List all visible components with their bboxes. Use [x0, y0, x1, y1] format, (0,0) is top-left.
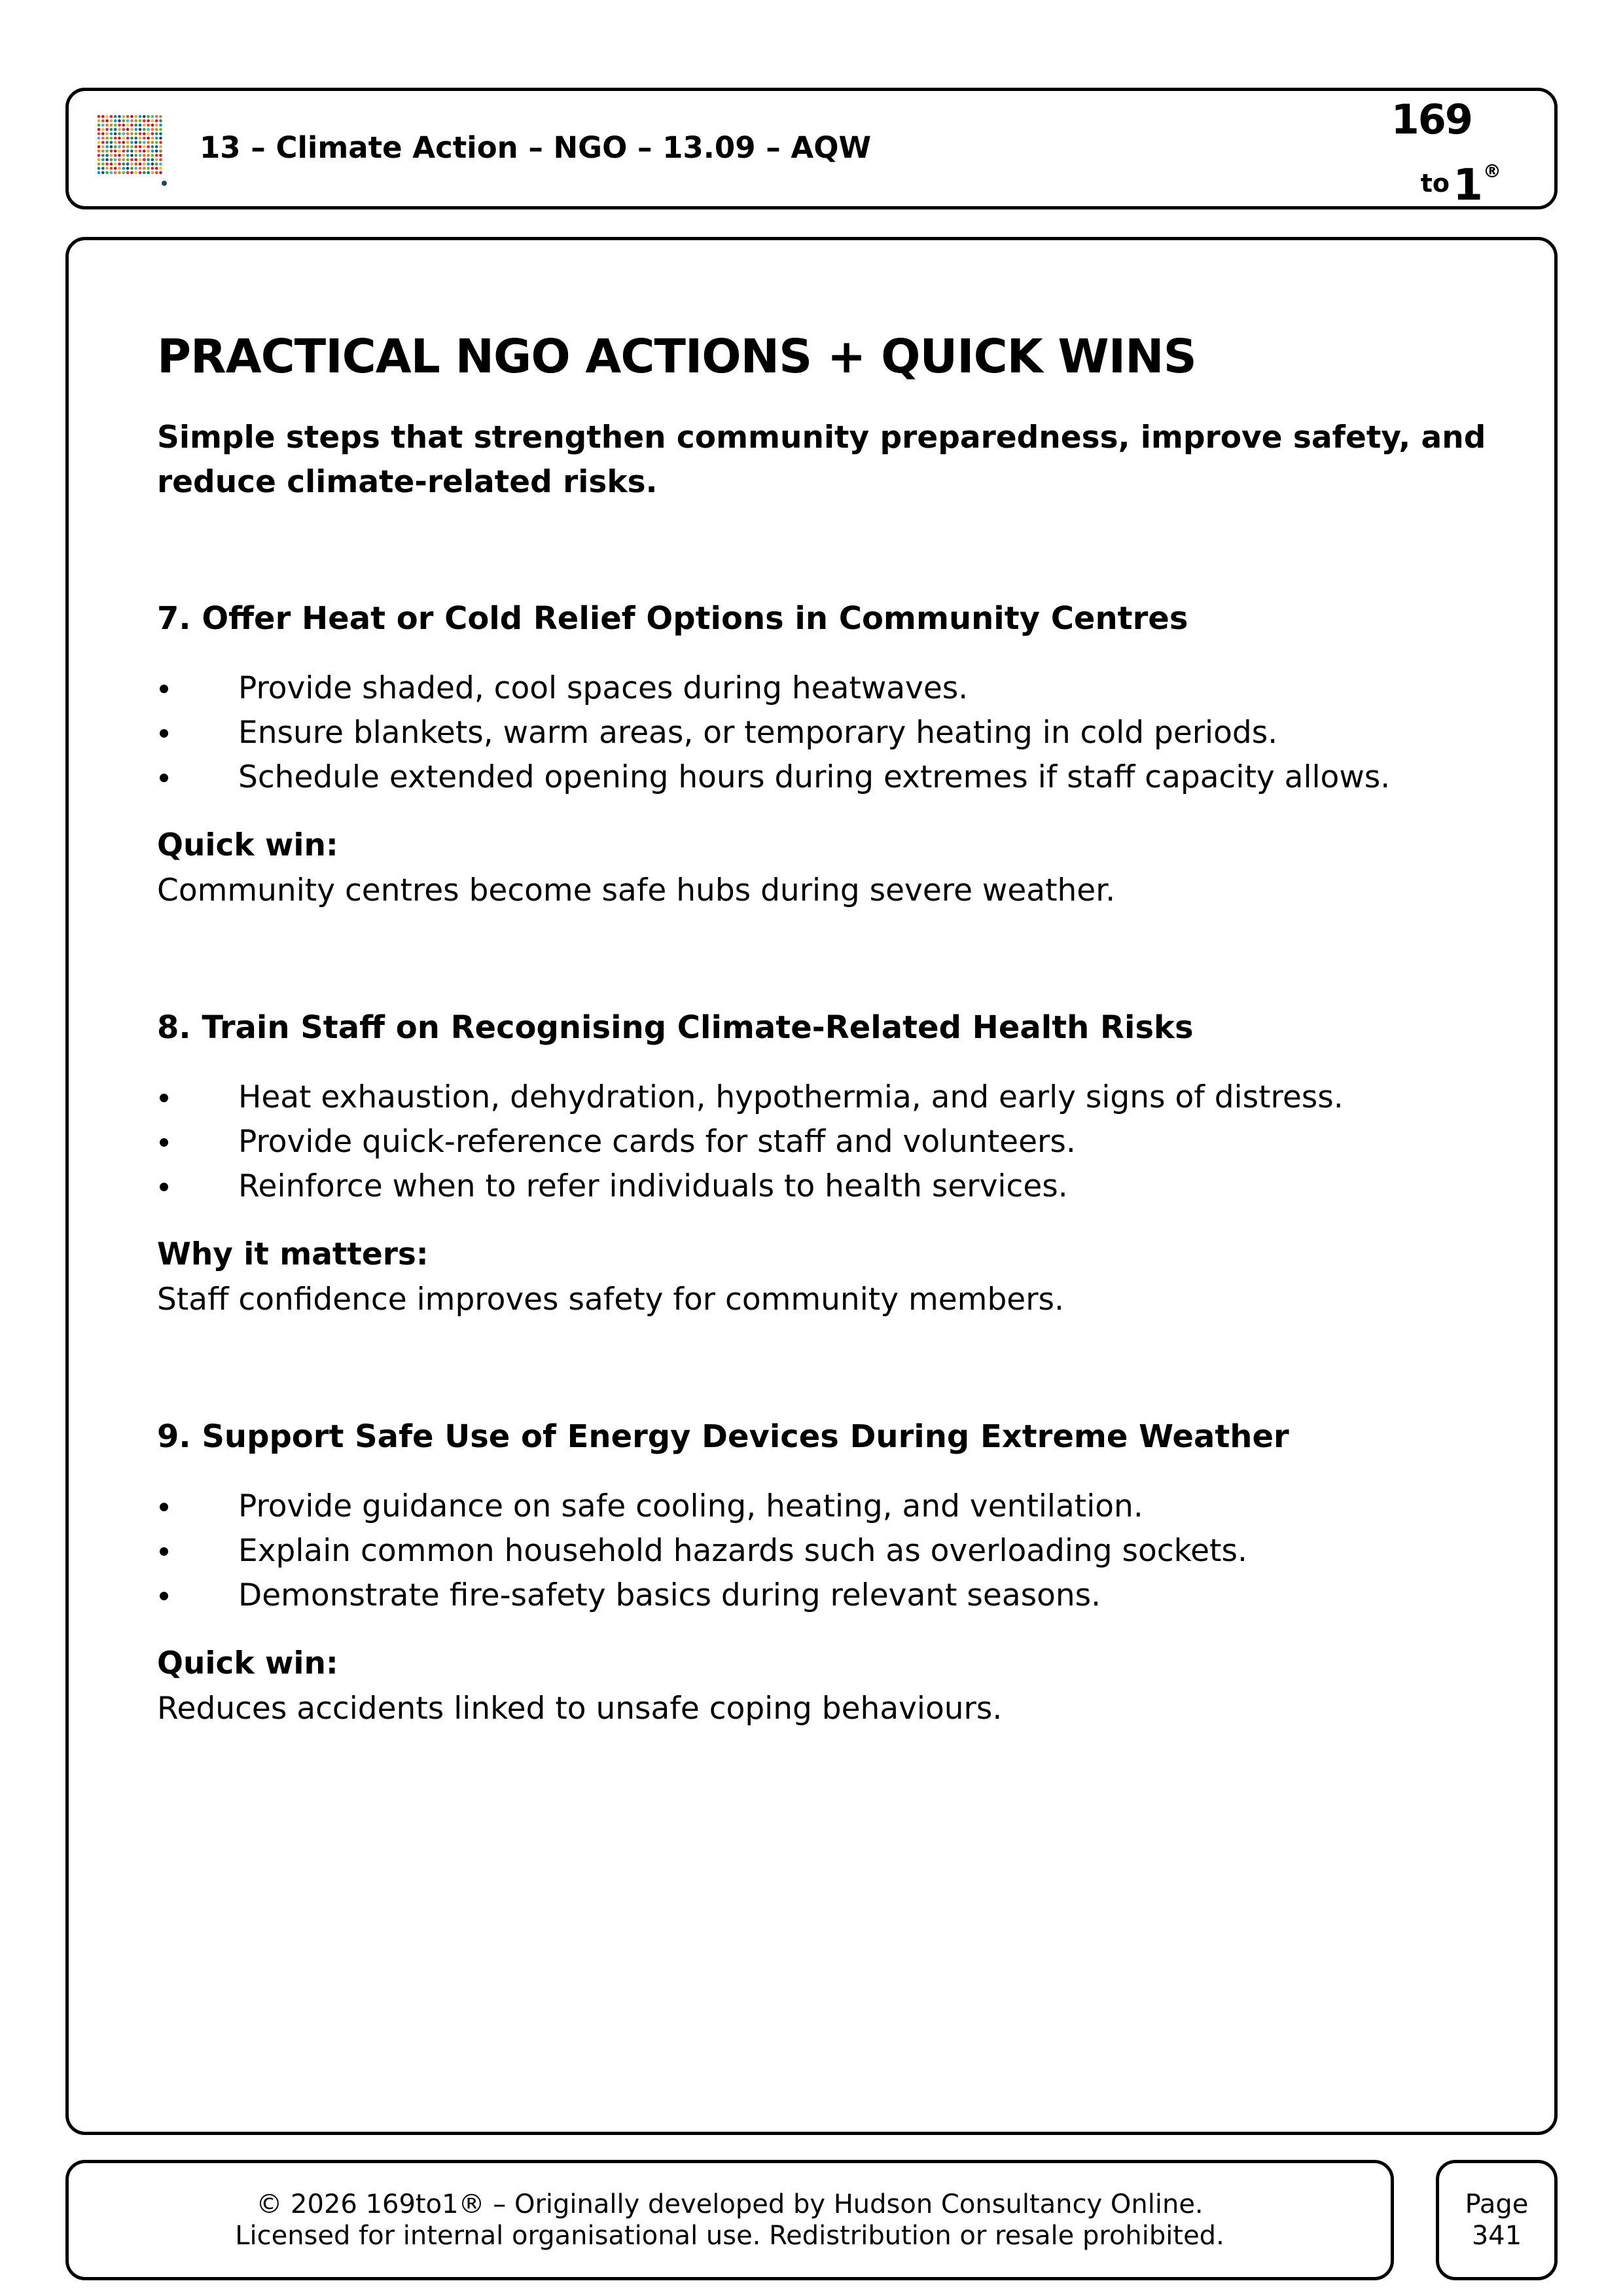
logo-dot — [126, 162, 130, 166]
section-heading: 8. Train Staff on Recognising Climate-Related Health Risks — [157, 1009, 1194, 1046]
logo-dot — [122, 171, 126, 175]
brand-one: 1 — [1453, 160, 1483, 210]
logo-dot — [143, 119, 146, 122]
logo-dot — [130, 145, 134, 149]
logo-dot — [130, 141, 134, 144]
logo-dot — [110, 137, 113, 140]
logo-dot — [134, 150, 137, 153]
logo-dot — [126, 137, 130, 140]
logo-dot — [151, 162, 154, 166]
logo-dot — [126, 158, 130, 162]
logo-dot — [130, 119, 134, 122]
logo-dot — [101, 141, 105, 144]
bullet-icon — [160, 1094, 168, 1102]
logo-dot — [147, 124, 150, 127]
logo-dot — [147, 141, 150, 144]
logo-dot — [114, 150, 117, 153]
logo-dot — [155, 115, 158, 118]
logo-dot — [126, 141, 130, 144]
logo-dot — [110, 124, 113, 127]
logo-dot — [122, 115, 126, 118]
logo-dot — [110, 162, 113, 166]
logo-dot — [110, 132, 113, 135]
logo-dot — [114, 171, 117, 175]
logo-dot — [155, 171, 158, 175]
logo-dot — [118, 150, 121, 153]
logo-dot — [105, 132, 109, 135]
logo-dot — [147, 137, 150, 140]
logo-dot — [122, 167, 126, 170]
logo-dot — [105, 137, 109, 140]
logo-dot — [134, 158, 137, 162]
logo-dot — [126, 145, 130, 149]
logo-dot — [122, 141, 126, 144]
logo-dot — [143, 167, 146, 170]
logo-dot — [105, 167, 109, 170]
logo-dot — [105, 141, 109, 144]
logo-dot — [126, 171, 130, 175]
logo-dot — [101, 154, 105, 157]
logo-dot — [155, 145, 158, 149]
logo-dot — [130, 167, 134, 170]
logo-dot — [130, 171, 134, 175]
logo-dot — [134, 154, 137, 157]
logo-dot — [134, 128, 137, 132]
logo-dot — [139, 137, 142, 140]
logo-dot — [118, 128, 121, 132]
logo-dot — [130, 115, 134, 118]
logo-dot — [110, 158, 113, 162]
logo-dot — [101, 167, 105, 170]
logo-dot — [147, 150, 150, 153]
logo-dot — [159, 128, 162, 132]
logo-dot — [143, 158, 146, 162]
logo-dot — [118, 124, 121, 127]
logo-dot — [101, 171, 105, 175]
logo-dot — [101, 150, 105, 153]
logo-dot — [151, 124, 154, 127]
logo-dot — [105, 162, 109, 166]
logo-dot — [101, 128, 105, 132]
logo-dot — [139, 141, 142, 144]
logo-dot — [159, 141, 162, 144]
logo-dot — [130, 132, 134, 135]
logo-dot — [139, 132, 142, 135]
logo-dot — [105, 124, 109, 127]
logo-dot — [118, 141, 121, 144]
list-item — [157, 1075, 1344, 1120]
logo-dot — [122, 154, 126, 157]
logo-dot — [110, 171, 113, 175]
bullet-text: Ensure blankets, warm areas, or temporary heating in cold periods. — [238, 715, 1278, 751]
logo-dot — [122, 162, 126, 166]
list-item — [157, 1164, 1344, 1209]
logo-dot — [105, 150, 109, 153]
bullet-text: Schedule extended opening hours during extremes if staff capacity allows. — [238, 759, 1391, 795]
logo-dot — [98, 150, 101, 153]
bullet-list — [157, 1484, 1247, 1618]
logo-dot — [143, 171, 146, 175]
logo-dot — [155, 128, 158, 132]
logo-dot — [139, 115, 142, 118]
logo-dot — [101, 132, 105, 135]
logo-dot — [105, 154, 109, 157]
list-item — [157, 711, 1390, 755]
logo-dot — [118, 115, 121, 118]
logo-dot — [159, 137, 162, 140]
bullet-icon — [160, 1503, 168, 1511]
logo-dot — [159, 150, 162, 153]
logo-dot — [122, 137, 126, 140]
logo-dot — [126, 154, 130, 157]
logo-dot — [159, 124, 162, 127]
logo-dot — [101, 115, 105, 118]
logo-dot — [101, 158, 105, 162]
bullet-text: Demonstrate fire-safety basics during relevant seasons. — [238, 1577, 1101, 1613]
logo-dot — [114, 162, 117, 166]
logo-dot — [122, 158, 126, 162]
logo-dot — [151, 119, 154, 122]
logo-dot — [139, 154, 142, 157]
list-item — [157, 1484, 1247, 1529]
logo-dot — [114, 124, 117, 127]
logo-dot — [101, 137, 105, 140]
logo-dot — [98, 145, 101, 149]
list-item — [157, 1529, 1247, 1573]
logo-dot — [155, 119, 158, 122]
logo-dot — [147, 167, 150, 170]
section-heading: 9. Support Safe Use of Energy Devices During Extreme Weather — [157, 1418, 1289, 1455]
logo-dot — [118, 132, 121, 135]
logo-dot — [147, 158, 150, 162]
logo-dot — [159, 119, 162, 122]
logo-dot — [151, 145, 154, 149]
logo-dot — [105, 128, 109, 132]
logo-dot — [110, 154, 113, 157]
bullet-text: Provide quick-reference cards for staff and volunteers. — [238, 1124, 1076, 1160]
logo-dot — [130, 154, 134, 157]
logo-dot — [134, 162, 137, 166]
logo-dot — [118, 137, 121, 140]
logo-dot — [114, 145, 117, 149]
logo-dot — [139, 145, 142, 149]
logo-dot — [151, 141, 154, 144]
logo-dot — [130, 158, 134, 162]
logo-dot — [126, 119, 130, 122]
logo-dot — [151, 115, 154, 118]
logo-dot — [126, 128, 130, 132]
logo-dot — [114, 158, 117, 162]
logo-dot — [159, 145, 162, 149]
logo-dot — [118, 171, 121, 175]
list-item — [157, 755, 1390, 800]
logo-dot — [134, 119, 137, 122]
logo-dot — [147, 128, 150, 132]
logo-dot — [147, 162, 150, 166]
logo-dot — [162, 181, 167, 186]
bullet-text: Heat exhaustion, dehydration, hypothermia, and early signs of distress. — [238, 1079, 1344, 1115]
logo-dot — [159, 167, 162, 170]
bullet-icon — [160, 1547, 168, 1556]
logo-dot — [110, 145, 113, 149]
logo-dot — [134, 141, 137, 144]
logo-dot — [114, 137, 117, 140]
logo-dot — [151, 150, 154, 153]
logo-dot — [98, 158, 101, 162]
logo-dot — [155, 132, 158, 135]
logo-dot — [143, 124, 146, 127]
logo-dot — [118, 145, 121, 149]
callout-label: Why it matters: — [157, 1236, 429, 1272]
logo-dot — [118, 119, 121, 122]
bullet-icon — [160, 774, 168, 782]
logo-dot — [139, 171, 142, 175]
bullet-text: Provide shaded, cool spaces during heatwaves. — [238, 670, 969, 706]
logo-dot — [110, 115, 113, 118]
logo-dot — [118, 162, 121, 166]
logo-dot — [98, 141, 101, 144]
logo-dot — [122, 128, 126, 132]
callout-text: Staff confidence improves safety for community members. — [157, 1282, 1064, 1318]
logo-dot — [155, 158, 158, 162]
bullet-text: Explain common household hazards such as overloading sockets. — [238, 1533, 1247, 1569]
list-item — [157, 666, 1390, 711]
logo-dot — [98, 132, 101, 135]
page-subtitle: Simple steps that strengthen community preparedness, improve safety, and reduce climate-related risks. — [157, 420, 1486, 500]
logo-dot — [151, 167, 154, 170]
logo-dot — [105, 158, 109, 162]
logo-dot — [139, 162, 142, 166]
page-title: PRACTICAL NGO ACTIONS + QUICK WINS — [157, 329, 1196, 384]
logo-dot — [151, 171, 154, 175]
brand-mark — [1421, 145, 1501, 223]
logo-dot — [143, 145, 146, 149]
license-text: Licensed for internal organisational use. Redistribution or resale prohibited. — [235, 2221, 1224, 2251]
header-title: 13 – Climate Action – NGO – 13.09 – AQW — [200, 130, 872, 165]
callout-label: Quick win: — [157, 1645, 338, 1681]
logo-dot — [114, 154, 117, 157]
logo-dot — [130, 137, 134, 140]
logo-dot — [98, 137, 101, 140]
logo-dot — [110, 128, 113, 132]
bullet-list — [157, 666, 1390, 800]
copyright-text: © 2026 169to1® – Originally developed by Hudson Consultancy Online. — [256, 2189, 1204, 2219]
callout-text: Reduces accidents linked to unsafe coping behaviours. — [157, 1691, 1003, 1727]
logo-dot — [114, 141, 117, 144]
logo-dot — [98, 115, 101, 118]
logo-dot — [143, 137, 146, 140]
logo-dot — [122, 145, 126, 149]
logo-dot — [122, 119, 126, 122]
logo-dot — [159, 171, 162, 175]
logo-dot — [98, 154, 101, 157]
logo-dot — [105, 119, 109, 122]
logo-dot — [118, 158, 121, 162]
logo-dot — [155, 137, 158, 140]
bullet-icon — [160, 1138, 168, 1147]
bullet-icon — [160, 729, 168, 738]
logo-dot — [110, 119, 113, 122]
brand-to: to — [1420, 169, 1450, 198]
bullet-icon — [160, 685, 168, 693]
logo-dot — [122, 150, 126, 153]
brand-number: 169 — [1391, 96, 1472, 143]
logo-dot — [98, 128, 101, 132]
logo-dot — [110, 141, 113, 144]
logo-dot — [101, 162, 105, 166]
logo-dot — [134, 145, 137, 149]
logo-dot — [98, 119, 101, 122]
logo-dot — [105, 171, 109, 175]
logo-dot — [98, 124, 101, 127]
logo-dot — [130, 124, 134, 127]
logo-dot — [159, 158, 162, 162]
logo-dot — [139, 128, 142, 132]
logo-dot — [114, 132, 117, 135]
logo-dot — [143, 150, 146, 153]
logo-dot — [134, 124, 137, 127]
logo-dot — [114, 167, 117, 170]
logo-dot — [114, 119, 117, 122]
bullet-list — [157, 1075, 1344, 1209]
logo-dot — [118, 154, 121, 157]
logo-dot — [101, 124, 105, 127]
logo-dot — [130, 162, 134, 166]
logo-dot — [98, 167, 101, 170]
logo-dot — [139, 119, 142, 122]
logo-dot — [130, 128, 134, 132]
brand-registered-mark: ® — [1483, 160, 1501, 182]
logo-dot — [143, 154, 146, 157]
logo-dot — [114, 115, 117, 118]
logo-dot — [134, 115, 137, 118]
logo-dot — [143, 162, 146, 166]
logo-dot — [155, 124, 158, 127]
logo-dot — [122, 132, 126, 135]
logo-dot — [143, 115, 146, 118]
callout-text: Community centres become safe hubs during severe weather. — [157, 872, 1116, 908]
section-heading: 7. Offer Heat or Cold Relief Options in Community Centres — [157, 600, 1188, 637]
logo-dot — [151, 137, 154, 140]
logo-dot — [159, 162, 162, 166]
bullet-icon — [160, 1183, 168, 1191]
logo-dot — [110, 167, 113, 170]
logo-dot — [147, 119, 150, 122]
logo-dot — [147, 145, 150, 149]
logo-dot — [126, 167, 130, 170]
callout-label: Quick win: — [157, 827, 338, 863]
logo-dot — [151, 158, 154, 162]
logo-dot — [105, 115, 109, 118]
logo-dot — [110, 150, 113, 153]
logo-dot — [147, 171, 150, 175]
logo-dot — [155, 167, 158, 170]
logo-dot — [151, 132, 154, 135]
logo-dot — [159, 115, 162, 118]
logo-dot — [126, 115, 130, 118]
logo-dot — [155, 150, 158, 153]
logo-dot — [118, 167, 121, 170]
logo-dot — [134, 171, 137, 175]
page-number: 341 — [1471, 2221, 1522, 2251]
logo-dot — [126, 124, 130, 127]
logo-dot — [143, 141, 146, 144]
logo-dot — [130, 150, 134, 153]
logo-dot — [126, 150, 130, 153]
logo-dot — [143, 128, 146, 132]
logo-dot — [147, 132, 150, 135]
logo-dot — [126, 132, 130, 135]
logo-dot — [114, 128, 117, 132]
logo-dot — [101, 145, 105, 149]
logo-dot — [151, 128, 154, 132]
bullet-text: Provide guidance on safe cooling, heating, and ventilation. — [238, 1488, 1143, 1524]
logo-dot — [147, 154, 150, 157]
logo-dot — [139, 167, 142, 170]
logo-dot — [159, 132, 162, 135]
logo-dot — [155, 154, 158, 157]
list-item — [157, 1120, 1344, 1164]
logo-dot — [155, 141, 158, 144]
sdg-dot-grid-logo-icon — [96, 114, 167, 187]
bullet-text: Reinforce when to refer individuals to health services. — [238, 1168, 1068, 1204]
logo-dot — [139, 158, 142, 162]
page-label: Page — [1465, 2189, 1529, 2219]
logo-dot — [101, 119, 105, 122]
logo-dot — [159, 154, 162, 157]
logo-dot — [155, 162, 158, 166]
bullet-icon — [160, 1592, 168, 1600]
logo-dot — [139, 150, 142, 153]
logo-dot — [147, 115, 150, 118]
logo-dot — [151, 154, 154, 157]
list-item — [157, 1573, 1247, 1618]
logo-dot — [98, 171, 101, 175]
logo-dot — [143, 132, 146, 135]
logo-dot — [122, 124, 126, 127]
logo-dot — [98, 162, 101, 166]
logo-dot — [139, 124, 142, 127]
logo-dot — [134, 137, 137, 140]
logo-dot — [134, 132, 137, 135]
logo-dot — [105, 145, 109, 149]
logo-dot — [134, 167, 137, 170]
